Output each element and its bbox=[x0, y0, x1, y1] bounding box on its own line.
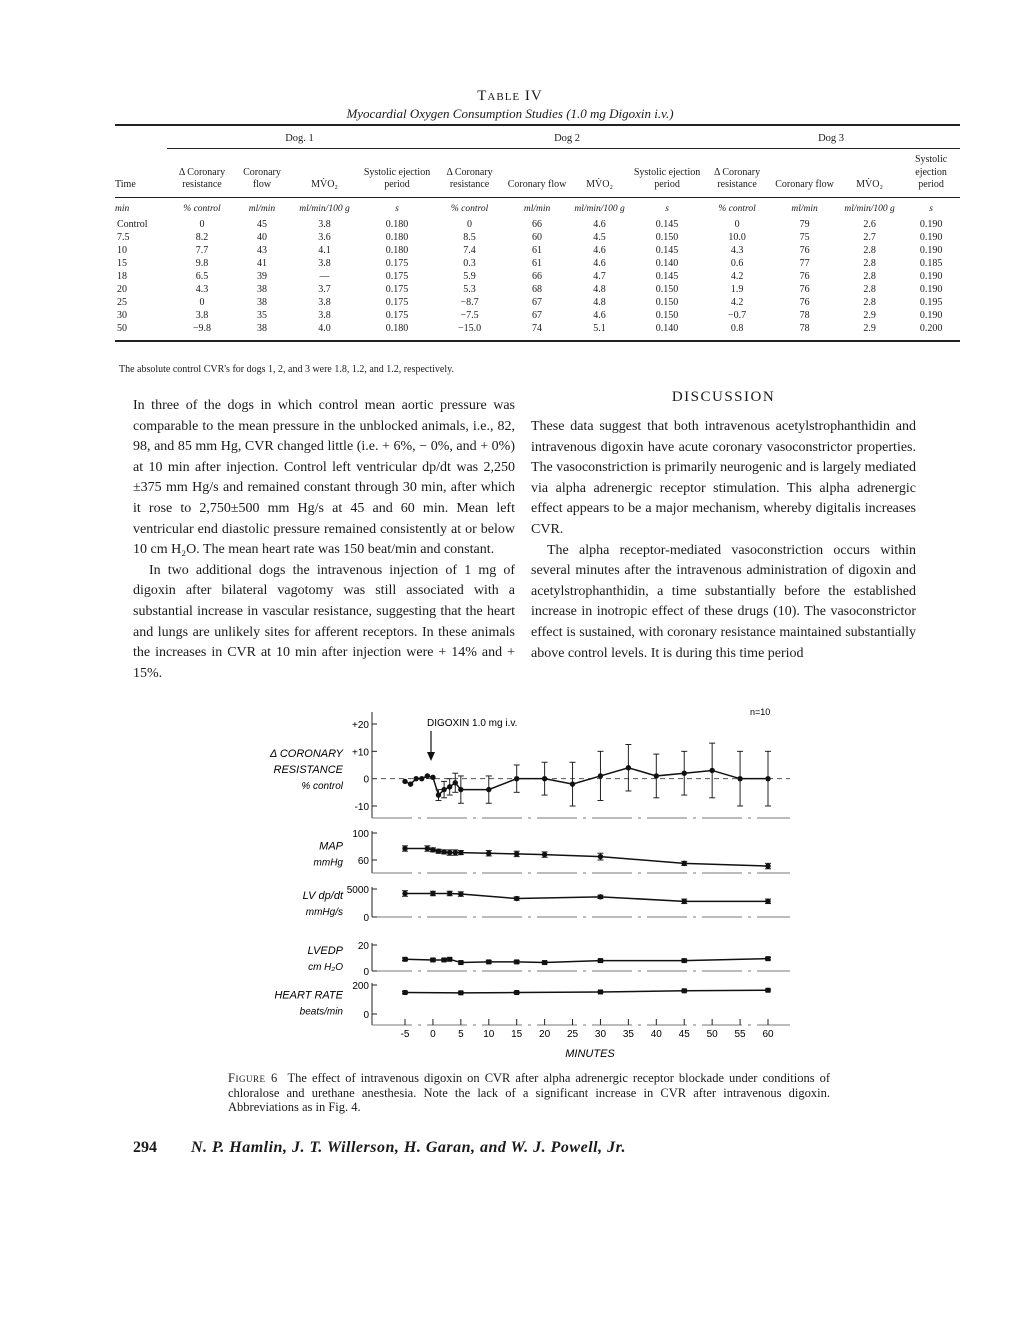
column-header: Systolic ejection period bbox=[902, 149, 960, 198]
column-unit: % control bbox=[183, 203, 221, 214]
unit-time: min bbox=[115, 203, 130, 214]
x-tick-label: 0 bbox=[430, 1029, 436, 1040]
arrow-head-icon bbox=[427, 752, 435, 761]
column-unit: % control bbox=[718, 203, 756, 214]
cell-d2: 4.8 bbox=[593, 283, 606, 295]
cell-time: 50 bbox=[115, 322, 167, 341]
column-header: Δ Coronary resistance bbox=[702, 149, 772, 198]
cell-d2: 66 bbox=[532, 270, 543, 282]
caption-label: Figure 6 bbox=[228, 1071, 278, 1085]
cell-d3: 4.3 bbox=[730, 244, 744, 256]
cell-d3: −0.7 bbox=[727, 309, 747, 321]
column-header: Coronary flow bbox=[772, 149, 837, 198]
cvr-data-point bbox=[709, 768, 714, 773]
cell-d1: 0.180 bbox=[385, 218, 409, 230]
heart-rate-y-tick-label: 0 bbox=[363, 1010, 369, 1021]
cell-d1: −9.8 bbox=[167, 322, 237, 341]
cell-d3: 76 bbox=[799, 283, 810, 295]
cell-d1: 0.180 bbox=[385, 244, 409, 256]
heart-rate-data-point bbox=[766, 988, 771, 993]
column-header: Systolic ejection period bbox=[362, 149, 432, 198]
lvedp-data-point bbox=[766, 956, 771, 961]
lvdpdt-label: LV dp/dt bbox=[302, 890, 343, 902]
cell-d1: 38 bbox=[257, 283, 267, 295]
cell-d2: 5.3 bbox=[463, 283, 476, 295]
table-footnote: The absolute control CVR's for dogs 1, 2, and 3 were 1.8, 1.2, and 1.2, respectively. bbox=[119, 364, 454, 375]
lvedp-data-point bbox=[514, 959, 519, 964]
cell-d2: 4.6 bbox=[593, 218, 606, 230]
column-unit: s bbox=[395, 203, 399, 214]
x-tick-label: 40 bbox=[650, 1029, 662, 1040]
column-unit: s bbox=[665, 203, 669, 214]
cell-d2: 0 bbox=[467, 218, 473, 230]
map-y-tick-label: 60 bbox=[357, 856, 369, 867]
column-header: Coronary flow bbox=[237, 149, 287, 198]
lvedp-data-point bbox=[598, 958, 603, 963]
cell-d1: 3.6 bbox=[318, 231, 331, 243]
cell-d2: 4.8 bbox=[593, 296, 606, 308]
heart-rate-data-point bbox=[403, 990, 408, 995]
section-heading-discussion: DISCUSSION bbox=[671, 389, 776, 405]
cell-d1: 3.8 bbox=[318, 218, 331, 230]
page-number: 294 bbox=[133, 1139, 157, 1156]
heart-rate-data-point bbox=[682, 988, 687, 993]
cvr-data-point bbox=[542, 776, 547, 781]
cell-d2: 4.5 bbox=[593, 231, 606, 243]
cell-d3: 2.6 bbox=[863, 218, 876, 230]
lvdpdt-y-tick-label: 5000 bbox=[346, 885, 369, 896]
cell-d3: 76 bbox=[799, 244, 810, 256]
cell-d3: 1.9 bbox=[730, 283, 744, 295]
cvr-data-point bbox=[441, 787, 446, 792]
map-data-point bbox=[402, 846, 407, 851]
x-axis-title: MINUTES bbox=[565, 1048, 615, 1060]
map-data-point bbox=[447, 850, 452, 855]
cell-d3: 2.8 bbox=[863, 270, 876, 282]
map-data-point bbox=[514, 851, 519, 856]
cell-d1: 0.180 bbox=[385, 231, 409, 243]
cvr-data-point bbox=[430, 775, 435, 780]
cell-d3: 2.8 bbox=[863, 283, 876, 295]
group-dog-2: Dog 2 bbox=[432, 124, 702, 149]
paragraph: The alpha receptor-mediated vasoconstriction occurs within several minutes after the intravenous administration of digoxin and acetylstrophanthidin, a time substantially before the established increase in inotropic effect of these drugs (10). The vasoconstrictor effect is sustained, with coronary resistance maintained substantially above control levels. It is during this time period bbox=[531, 542, 916, 661]
map-data-point bbox=[486, 851, 491, 856]
cell-d2: −8.7 bbox=[460, 296, 479, 308]
cell-d3: 10.0 bbox=[728, 231, 746, 243]
lvdpdt-data-point bbox=[682, 899, 687, 904]
cell-d3: 77 bbox=[799, 257, 810, 269]
cell-d1: 0.175 bbox=[385, 296, 409, 308]
cvr-y-tick-label: +10 bbox=[352, 747, 369, 759]
lvdpdt-data-point bbox=[458, 891, 463, 896]
cell-d1: 0.175 bbox=[385, 270, 409, 282]
cell-d1: 41 bbox=[257, 257, 267, 269]
cvr-data-point bbox=[436, 792, 441, 797]
column-header: Coronary flow bbox=[507, 149, 567, 198]
lvedp-data-point bbox=[542, 960, 547, 965]
lvdpdt-label: mmHg/s bbox=[305, 907, 343, 918]
map-y-tick-label: 100 bbox=[352, 829, 369, 840]
cell-d3: 0.190 bbox=[919, 283, 943, 295]
cell-d1: 0.175 bbox=[385, 257, 409, 269]
column-header: Δ Coronary resistance bbox=[167, 149, 237, 198]
cell-d2: 0.3 bbox=[463, 257, 476, 269]
cell-d1: 9.8 bbox=[195, 257, 209, 269]
cell-d3: 0.6 bbox=[730, 257, 744, 269]
cell-d1: 43 bbox=[257, 244, 267, 256]
cell-d1: 0.175 bbox=[385, 283, 409, 295]
cvr-data-point bbox=[737, 776, 742, 781]
column-unit: s bbox=[929, 203, 933, 214]
caption-text: The effect of intravenous digoxin on CVR after alpha adrenergic receptor blockade under conditions of chloralose and urethane anesthesia. Note the lack of a significant increase in CVR after intravenous digoxin. Abbreviations as in Fig. 4. bbox=[228, 1071, 830, 1114]
cell-d2: 4.6 bbox=[593, 244, 606, 256]
group-dog-1: Dog. 1 bbox=[167, 124, 432, 149]
authors: N. P. Hamlin, J. T. Willerson, H. Garan, and W. J. Powell, Jr. bbox=[191, 1139, 626, 1156]
cell-d1: 0 bbox=[199, 218, 205, 230]
column-unit: ml/min bbox=[523, 203, 551, 214]
cell-d3: 0 bbox=[734, 218, 740, 230]
cell-time: 7.5 bbox=[117, 231, 130, 243]
cell-d3: 76 bbox=[799, 296, 810, 308]
cell-time: 30 bbox=[117, 309, 127, 321]
cvr-data-point bbox=[453, 780, 458, 785]
cvr-data-point bbox=[765, 776, 770, 781]
cell-d2: 5.1 bbox=[567, 322, 632, 341]
cell-d2: −15.0 bbox=[432, 322, 507, 341]
lvdpdt-y-tick-label: 0 bbox=[363, 913, 369, 924]
column-unit: ml/min bbox=[248, 203, 276, 214]
cell-d3: 0.185 bbox=[919, 257, 943, 269]
column-header: Δ Coronary resistance bbox=[432, 149, 507, 198]
cell-d1: 7.7 bbox=[195, 244, 209, 256]
cell-d1: 8.2 bbox=[195, 231, 209, 243]
heart-rate-data-point bbox=[598, 989, 603, 994]
heart-rate-label: beats/min bbox=[299, 1006, 343, 1018]
cvr-data-point bbox=[413, 776, 418, 781]
cell-d3: 0.190 bbox=[919, 244, 943, 256]
cell-time: Control bbox=[117, 218, 148, 230]
cell-d3: 0.8 bbox=[702, 322, 772, 341]
cell-time: 20 bbox=[117, 283, 127, 295]
column-header: MV̇O₂ bbox=[837, 149, 902, 198]
column-unit: ml/min/100 g bbox=[299, 203, 350, 214]
paragraph: In three of the dogs in which control mean aortic pressure was comparable to the mean pressure in the unblocked animals, i.e., 82, 98, and 85 mm Hg, CVR changed little (i.e. + 6%, − 0%, and + 0%) at 10 min after injection. Control left ventricular dp/dt was 2,250 ±375 mm Hg/s and remained constant through 30 min, after which it rose to 2,750±500 mm Hg/s at 45 and 60 min. Mean left ventricular end diastolic pressure remained consistently at or below 10 cm H₂O. The mean heart rate was 150 beat/min and constant. bbox=[133, 398, 515, 558]
cell-d1: 6.5 bbox=[195, 270, 209, 282]
cell-d1: 3.8 bbox=[318, 296, 331, 308]
cell-d2: 0.150 bbox=[655, 283, 679, 295]
cvr-data-point bbox=[570, 781, 575, 786]
cell-d3: 0.190 bbox=[919, 218, 943, 230]
heart-rate-data-point bbox=[458, 990, 463, 995]
cell-d1: 40 bbox=[257, 231, 267, 243]
cell-d2: 0.150 bbox=[655, 296, 679, 308]
cell-d1: 3.7 bbox=[318, 283, 331, 295]
cell-d2: 4.7 bbox=[593, 270, 606, 282]
lvdpdt-data-point bbox=[430, 891, 435, 896]
cvr-data-point bbox=[419, 776, 424, 781]
cell-d1: 0.175 bbox=[385, 309, 409, 321]
cell-d2: −7.5 bbox=[460, 309, 479, 321]
cell-d1: 3.8 bbox=[318, 257, 331, 269]
x-tick-label: 50 bbox=[706, 1029, 718, 1040]
lvedp-label: cm H₂O bbox=[308, 962, 343, 973]
n-label: n=10 bbox=[750, 707, 771, 717]
cell-d2: 0.145 bbox=[655, 270, 679, 282]
paragraph: In two additional dogs the intravenous injection of 1 mg of digoxin after bilateral vagotomy was still associated with a substantial increase in vascular resistance, suggesting that the heart and lungs are unlikely sites for afferent receptors. In these animals the increases in CVR at 10 min after injection were + 14% and + 15%. bbox=[133, 562, 515, 681]
map-data-point bbox=[765, 863, 770, 868]
cell-d2: 61 bbox=[532, 257, 543, 269]
lvedp-data-point bbox=[486, 959, 491, 964]
cell-d2: 0.140 bbox=[655, 257, 679, 269]
heart-rate-data-point bbox=[514, 990, 519, 995]
lvdpdt-data-point bbox=[765, 899, 770, 904]
cvr-y-tick-label: -10 bbox=[354, 802, 369, 813]
figure-caption bbox=[228, 1071, 830, 1115]
cell-time: 15 bbox=[117, 257, 127, 269]
cell-d3: 2.9 bbox=[837, 322, 902, 341]
cell-d2: 74 bbox=[507, 322, 567, 341]
page-footer bbox=[133, 1139, 626, 1157]
lvdpdt-data-point bbox=[447, 891, 452, 896]
cvr-data-point bbox=[447, 784, 452, 789]
cell-d2: 60 bbox=[532, 231, 543, 243]
cell-d2: 0.150 bbox=[655, 309, 679, 321]
lvedp-y-tick-label: 0 bbox=[363, 967, 369, 978]
cvr-data-point bbox=[425, 773, 430, 778]
cell-d3: 0.190 bbox=[919, 270, 943, 282]
cell-d3: 0.200 bbox=[902, 322, 960, 341]
cell-d2: 66 bbox=[532, 218, 543, 230]
x-tick-label: 5 bbox=[458, 1029, 464, 1040]
cell-d1: 39 bbox=[257, 270, 267, 282]
x-tick-label: 55 bbox=[734, 1029, 746, 1040]
cell-d2: 0.140 bbox=[632, 322, 702, 341]
cvr-data-point bbox=[514, 776, 519, 781]
lvedp-y-tick-label: 20 bbox=[357, 941, 369, 952]
cell-d2: 4.6 bbox=[593, 257, 606, 269]
cell-d3: 2.9 bbox=[863, 309, 876, 321]
lvedp-data-point bbox=[682, 958, 687, 963]
x-tick-label: 35 bbox=[622, 1029, 634, 1040]
cvr-data-point bbox=[598, 773, 603, 778]
column-unit: ml/min bbox=[791, 203, 818, 214]
lvdpdt-data-point bbox=[598, 894, 603, 899]
cvr-y-tick-label: 0 bbox=[363, 774, 369, 786]
map-data-point bbox=[682, 861, 687, 866]
map-data-point bbox=[441, 849, 446, 854]
column-unit: % control bbox=[450, 203, 489, 214]
map-data-point bbox=[598, 854, 603, 859]
column-unit: ml/min/100 g bbox=[844, 203, 895, 214]
cvr-data-point bbox=[682, 771, 687, 776]
table-title: Myocardial Oxygen Consumption Studies (1.0 mg Digoxin i.v.) bbox=[346, 106, 674, 121]
cvr-data-point bbox=[486, 787, 491, 792]
cell-d1: 38 bbox=[237, 322, 287, 341]
cell-d3: 76 bbox=[799, 270, 810, 282]
cvr-data-point bbox=[626, 765, 631, 770]
column-header: Systolic ejection period bbox=[632, 149, 702, 198]
lvedp-data-point bbox=[458, 960, 463, 965]
cell-time: 25 bbox=[117, 296, 127, 308]
lvedp-data-point bbox=[442, 957, 447, 962]
group-dog-3: Dog 3 bbox=[702, 124, 960, 149]
x-tick-label: 10 bbox=[483, 1029, 495, 1040]
column-unit: ml/min/100 g bbox=[574, 203, 625, 214]
cell-d3: 79 bbox=[799, 218, 810, 230]
x-tick-label: 25 bbox=[566, 1029, 579, 1040]
cvr-data-point bbox=[402, 779, 407, 784]
map-label: mmHg bbox=[313, 857, 343, 869]
cvr-label: Δ CORONARY bbox=[269, 748, 343, 761]
cell-d2: 5.9 bbox=[463, 270, 476, 282]
cvr-data-point bbox=[458, 787, 463, 792]
cell-d3: 2.8 bbox=[863, 244, 876, 256]
map-data-point bbox=[436, 849, 441, 854]
heart-rate-y-tick-label: 200 bbox=[352, 981, 369, 992]
cell-d2: 0.145 bbox=[655, 244, 679, 256]
map-data-point bbox=[458, 850, 463, 855]
x-tick-label: 45 bbox=[678, 1029, 690, 1040]
cell-d2: 7.4 bbox=[463, 244, 476, 256]
x-tick-label: 30 bbox=[594, 1029, 607, 1040]
heart-rate-label: HEART RATE bbox=[274, 989, 343, 1002]
cell-d3: 2.8 bbox=[863, 296, 876, 308]
cell-d3: 75 bbox=[799, 231, 810, 243]
x-tick-label: 60 bbox=[762, 1029, 774, 1040]
cell-d1: 35 bbox=[257, 309, 267, 321]
lvdpdt-data-point bbox=[402, 891, 407, 896]
cvr-y-tick-label: +20 bbox=[352, 720, 369, 731]
cell-d3: 2.8 bbox=[863, 257, 876, 269]
cell-d3: 0.195 bbox=[919, 296, 943, 308]
cell-time: 10 bbox=[117, 244, 127, 256]
cell-d1: 4.0 bbox=[287, 322, 362, 341]
lvdpdt-data-point bbox=[514, 896, 519, 901]
column-header-time: Time bbox=[115, 149, 167, 198]
cell-d2: 61 bbox=[532, 244, 543, 256]
cell-d1: — bbox=[319, 270, 330, 282]
map-data-point bbox=[453, 850, 458, 855]
lvedp-data-point bbox=[430, 957, 435, 962]
cell-d2: 0.145 bbox=[655, 218, 679, 230]
cvr-data-point bbox=[408, 781, 413, 786]
cell-d2: 67 bbox=[532, 296, 543, 308]
column-header: MV̇O₂ bbox=[287, 149, 362, 198]
x-tick-label: -5 bbox=[400, 1029, 410, 1040]
cell-d1: 45 bbox=[257, 218, 267, 230]
cell-d1: 3.8 bbox=[195, 309, 209, 321]
digoxin-annotation: DIGOXIN 1.0 mg i.v. bbox=[427, 718, 518, 729]
paragraph: These data suggest that both intravenous acetylstrophanthidin and intravenous digoxin have acute coronary vasoconstrictor properties. The vasoconstriction is primarily neurogenic and is largely mediated via alpha adrenergic receptor stimulation. This alpha adrenergic effect appears to be a major mechanism, whereby digitalis increases CVR. bbox=[531, 419, 916, 537]
cell-d3: 78 bbox=[772, 322, 837, 341]
cell-d1: 0.180 bbox=[362, 322, 432, 341]
table-label: Table IV bbox=[477, 88, 543, 104]
cell-d1: 0 bbox=[199, 296, 205, 308]
lvedp-label: LVEDP bbox=[307, 945, 343, 957]
cvr-label: RESISTANCE bbox=[273, 764, 343, 777]
cell-d2: 68 bbox=[532, 283, 543, 295]
cell-time: 18 bbox=[117, 270, 127, 282]
x-tick-label: 20 bbox=[539, 1029, 551, 1040]
cell-d1: 4.1 bbox=[318, 244, 331, 256]
lvedp-data-point bbox=[447, 957, 452, 962]
cell-d3: 4.2 bbox=[730, 296, 744, 308]
cell-d1: 4.3 bbox=[195, 283, 209, 295]
column-header: MV̇O₂ bbox=[567, 149, 632, 198]
cell-d1: 3.8 bbox=[318, 309, 331, 321]
map-data-point bbox=[425, 846, 430, 851]
cell-d3: 78 bbox=[799, 309, 810, 321]
cell-d3: 4.2 bbox=[730, 270, 744, 282]
cell-d3: 0.190 bbox=[919, 231, 943, 243]
cell-d1: 38 bbox=[257, 296, 267, 308]
x-tick-label: 15 bbox=[511, 1029, 523, 1040]
cell-d2: 4.6 bbox=[593, 309, 606, 321]
map-data-point bbox=[430, 847, 435, 852]
cvr-data-point bbox=[654, 773, 659, 778]
cell-d2: 0.150 bbox=[655, 231, 679, 243]
map-data-point bbox=[542, 852, 547, 857]
cell-d3: 2.7 bbox=[863, 231, 876, 243]
cvr-label: % control bbox=[301, 781, 343, 793]
cell-d3: 0.190 bbox=[919, 309, 943, 321]
cell-d2: 67 bbox=[532, 309, 543, 321]
lvedp-data-point bbox=[403, 957, 408, 962]
map-label: MAP bbox=[319, 840, 343, 853]
cell-d2: 8.5 bbox=[463, 231, 476, 243]
